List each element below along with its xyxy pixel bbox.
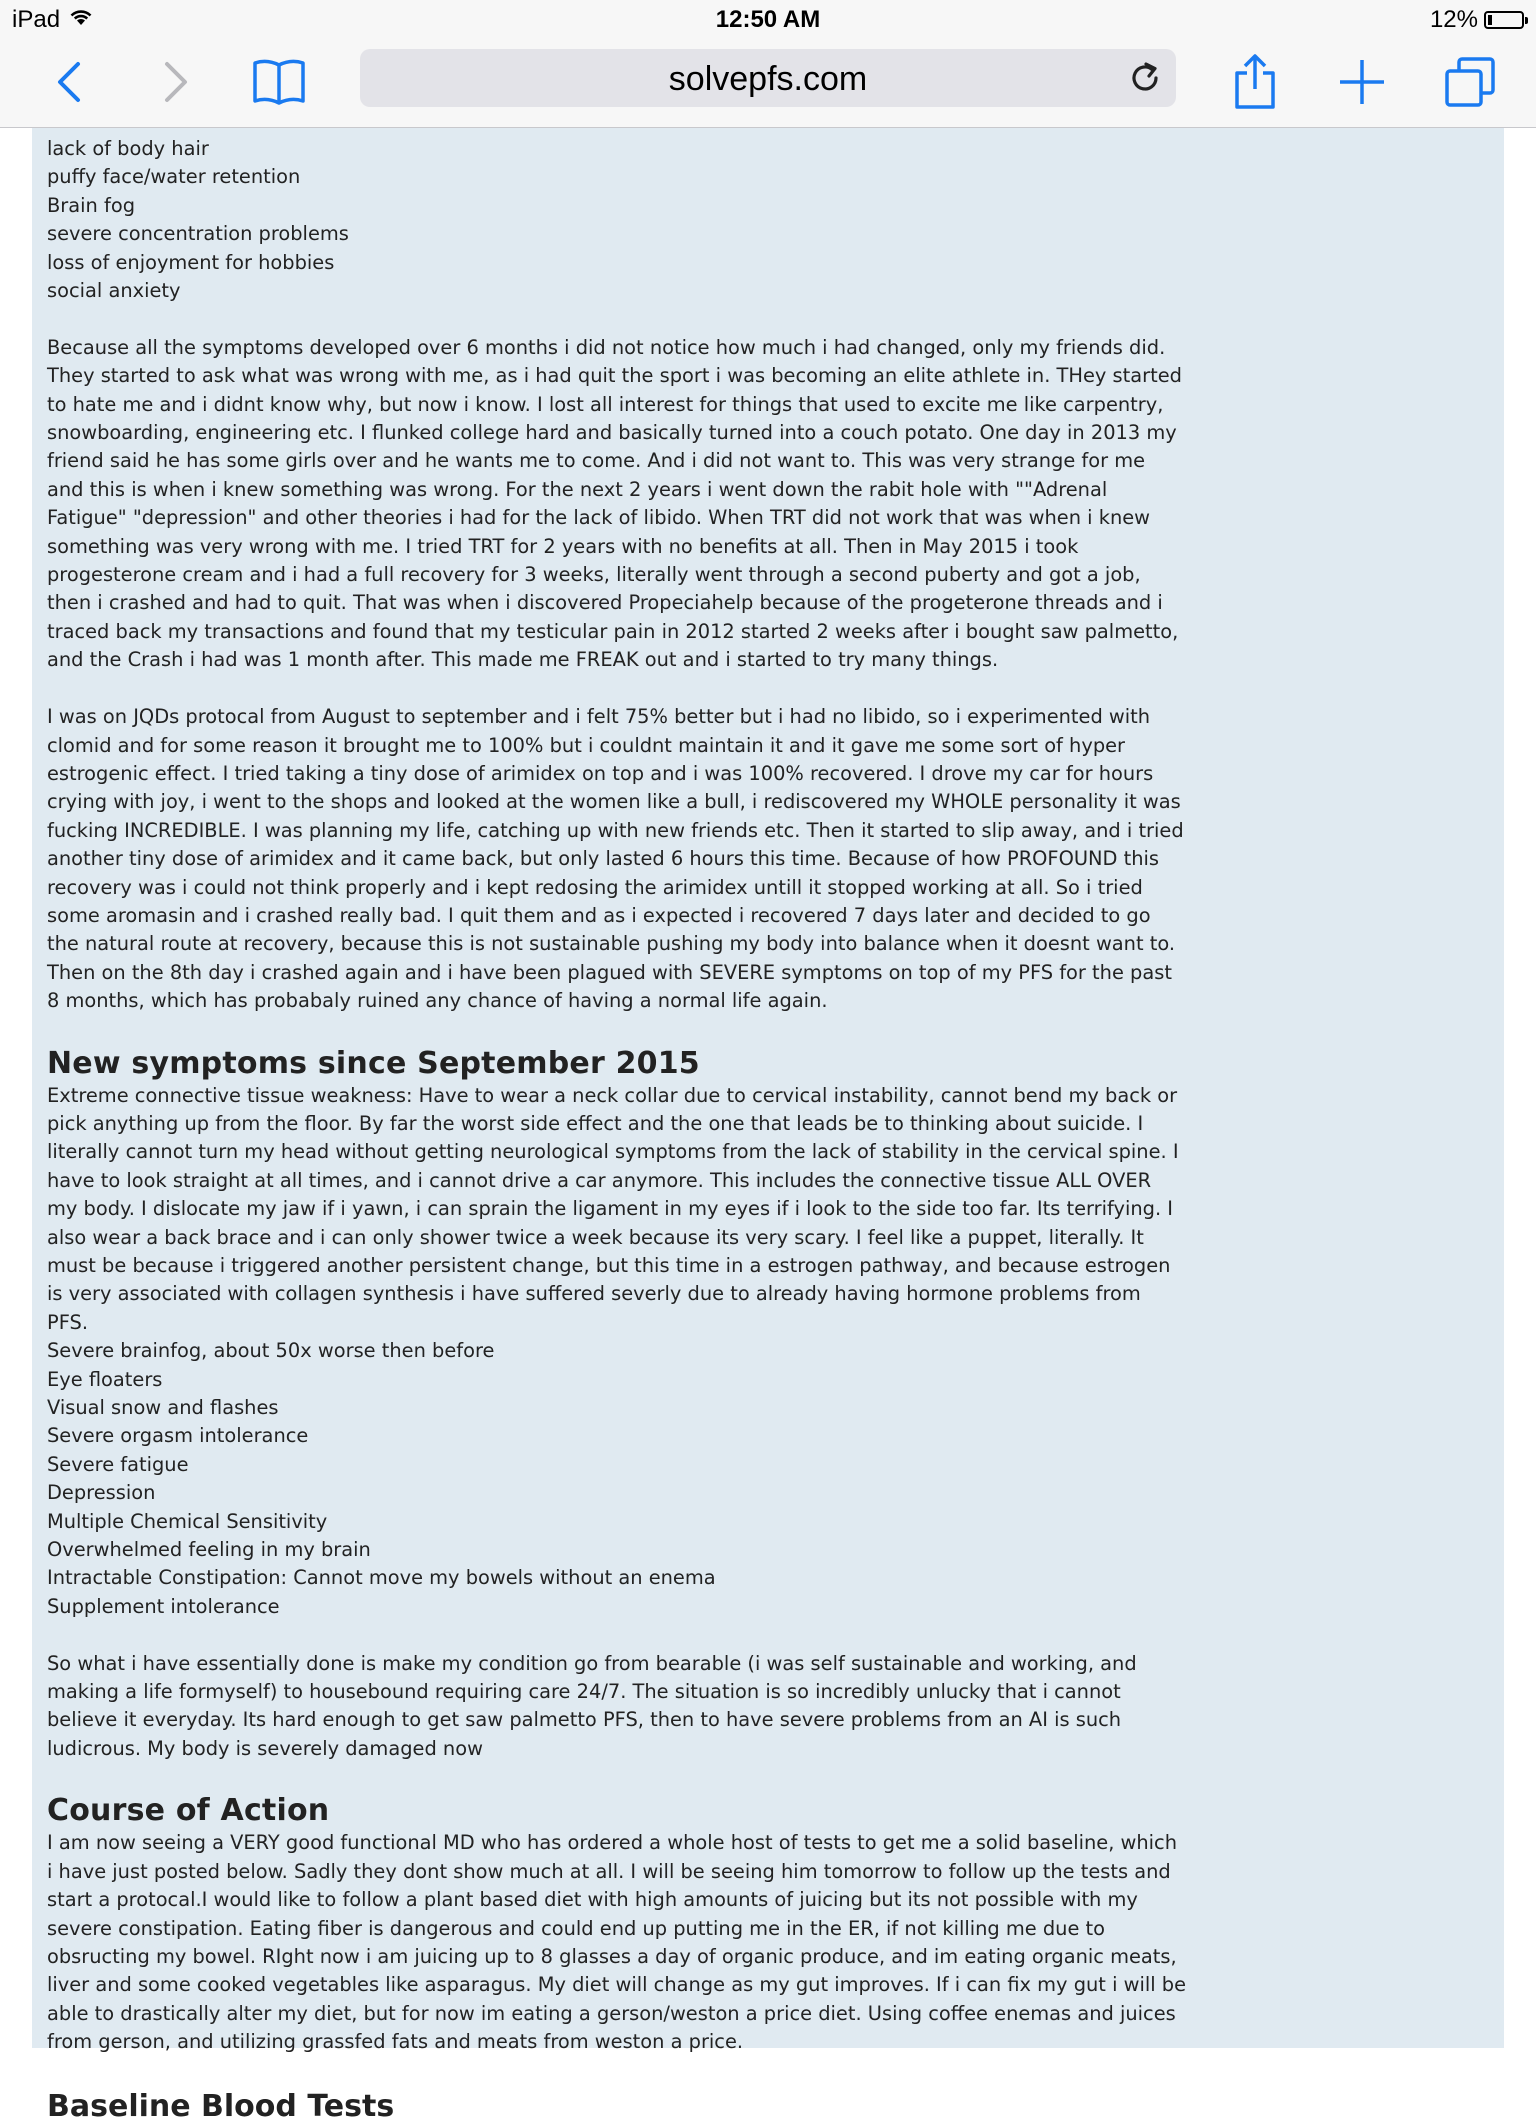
symptom-item: Overwhelmed feeling in my brain	[47, 1538, 371, 1562]
url-text: solvepfs.com	[668, 60, 868, 98]
share-button[interactable]	[1223, 50, 1287, 114]
new-tab-button[interactable]	[1330, 50, 1394, 114]
plus-icon	[1338, 58, 1386, 106]
status-bar	[0, 0, 1536, 40]
article-body	[32, 128, 1504, 2124]
symptom-item: Supplement intolerance	[47, 1594, 280, 1618]
symptom-item: Brain fog	[47, 193, 135, 217]
initial-symptoms-list	[47, 135, 1187, 305]
symptom-item: severe concentration problems	[47, 222, 349, 246]
paragraph: So what i have essentially done is make my condition go from bearable (i was self sustainable and working, and making a life formyself) to housebound requiring care 24/7. The situation is so incredibly unlucky that i cannot believe it everyday. Its hard enough to get saw palmetto PFS, then to have severe problems from an AI is such ludicrous. My body is severely damaged now	[47, 1651, 1137, 1760]
web-page	[0, 128, 1536, 2124]
tabs-icon	[1443, 55, 1497, 109]
book-icon	[251, 57, 307, 107]
section-heading: New symptoms since September 2015	[47, 1045, 700, 1081]
symptom-item: Visual snow and flashes	[47, 1396, 279, 1420]
symptom-item: Severe brainfog, about 50x worse then before	[47, 1339, 495, 1363]
paragraph: Extreme connective tissue weakness: Have to wear a neck collar due to cervical instability, cannot bend my back or pick anything up from the floor. By far the worst side effect and the one that leads be to thinking about suicide. I literally cannot turn my head without getting neurological symptoms from the lack of stability in the cervical spine. I have to look straight at all times, and i cannot drive a car anymore. This includes the connective tissue ALL OVER my body. I dislocate my jaw if i yawn, i can sprain the ligament in my eyes if i look to the side too far. Its terrifying. I also wear a back brace and i can only shower twice a week because its very scary. I feel like a puppet, literally. It must be because i triggered another persistent change, but this time in a estrogen pathway, and because estrogen is very associated with collagen synthesis i have suffered severly due to already having hormone problems from PFS.	[47, 1083, 1179, 1334]
symptom-item: Depression	[47, 1481, 156, 1505]
device-name: iPad	[12, 6, 61, 33]
share-icon	[1232, 53, 1278, 111]
section-heading-partial: Baseline Blood Tests	[47, 2088, 395, 2124]
symptom-item: social anxiety	[47, 279, 181, 303]
battery-fill	[1488, 15, 1492, 25]
reload-icon[interactable]	[1126, 59, 1164, 97]
symptom-item: Severe fatigue	[47, 1452, 189, 1476]
symptom-item: puffy face/water retention	[47, 165, 301, 189]
tabs-button[interactable]	[1438, 50, 1502, 114]
new-symptoms-list	[47, 1337, 1187, 1621]
symptom-item: Eye floaters	[47, 1367, 163, 1391]
symptom-item: loss of enjoyment for hobbies	[47, 250, 335, 274]
status-right	[1430, 6, 1524, 34]
section-heading: Course of Action	[47, 1793, 330, 1829]
forward-button[interactable]	[143, 50, 207, 114]
back-button[interactable]	[38, 50, 102, 114]
bookmarks-button[interactable]	[247, 50, 311, 114]
battery-percent: 12%	[1429, 6, 1478, 33]
symptom-item: Intractable Constipation: Cannot move my bowels without an enema	[47, 1566, 716, 1590]
chevron-left-icon	[52, 60, 88, 104]
symptom-item: lack of body hair	[47, 137, 209, 160]
paragraph: I was on JQDs protocal from August to september and i felt 75% better but i had no libido, so i experimented with clomid and for some reason it brought me to 100% but i couldnt maintain it and it gave me some sort of hyper estrogenic effect. I tried taking a tiny dose of arimidex on top and i was 100% recovered. I drove my car for hours crying with joy, i went to the shops and looked at the women like a bull, i rediscovered my WHOLE personality it was fucking INCREDIBLE. I was planning my life, catching up with new friends etc. Then it started to slip away, and i tried another tiny dose of arimidex and it came back, but only lasted 6 hours this time. Because of how PROFOUND this recovery was i could not think properly and i kept redosing the arimidex untill it stopped working at all. So i tried some aromasin and i crashed really bad. I quit them and as i expected i recovered 7 days later and decided to go the natural route at recovery, because this is not sustainable pushing my body into balance when it doesnt want to. Then on the 8th day i crashed again and i have been plagued with SEVERE symptoms on top of my PFS for the past 8 months, which has probabaly ruined any chance of having a normal life again.	[47, 705, 1184, 1013]
paragraph: I am now seeing a VERY good functional MD who has ordered a whole host of tests to get me a solid baseline, which i have just posted below. Sadly they dont show much at all. I will be seeing him tomorrow to follow up the tests and start a protocal.I would like to follow a plant based diet with high amounts of juicing but its not possible with my severe constipation. Eating fiber is dangerous and could end up putting me in the ER, if not killing me due to obsructing my bowel. RIght now i am juicing up to 8 glasses a day of organic produce, and im eating organic meats, liver and some cooked vegetables like asparagus. My diet will change as my gut improves. If i can fix my gut i will be able to drastically alter my diet, but for now im eating a gerson/weston a price diet. Using coffee enemas and juices from gerson, and utilizing grassfed fats and meats from weston a price.	[47, 1831, 1187, 2054]
address-bar[interactable]	[360, 49, 1176, 107]
battery-icon	[1484, 11, 1524, 29]
symptom-item: Severe orgasm intolerance	[47, 1424, 309, 1448]
clock: 12:50 AM	[715, 6, 821, 33]
browser-toolbar	[0, 40, 1536, 128]
paragraph: Because all the symptoms developed over 6 months i did not notice how much i had changed, only my friends did. They started to ask what was wrong with me, as i had quit the sport i was becoming an elite athlete in. THey started to hate me and i didnt know why, but now i know. I lost all interest for things that used to excite me like carpentry, snowboarding, engineering etc. I flunked college hard and basically turned into a couch potato. One day in 2013 my friend said he has some girls over and he wants me to come. And i did not want to. This was very strange for me and this is when i knew something was wrong. For the next 2 years i went down the rabit hole with ""Adrenal Fatigue" "depression" and other theories i had for the lack of libido. When TRT did not work that was when i knew something was very wrong with me. I tried TRT for 2 years with no benefits at all. Then in May 2015 i took progesterone cream and i had a full recovery for 3 weeks, literally went through a second puberty and got a job, then i crashed and had to quit. That was when i discovered Propeciahelp because of the progeterone threads and i traced back my transactions and found that my testicular pain in 2012 started 2 weeks after i bought saw palmetto, and the Crash i had was 1 month after. This made me FREAK out and i started to try many things.	[47, 335, 1182, 672]
chevron-right-icon	[157, 60, 193, 104]
symptom-item: Multiple Chemical Sensitivity	[47, 1509, 328, 1533]
